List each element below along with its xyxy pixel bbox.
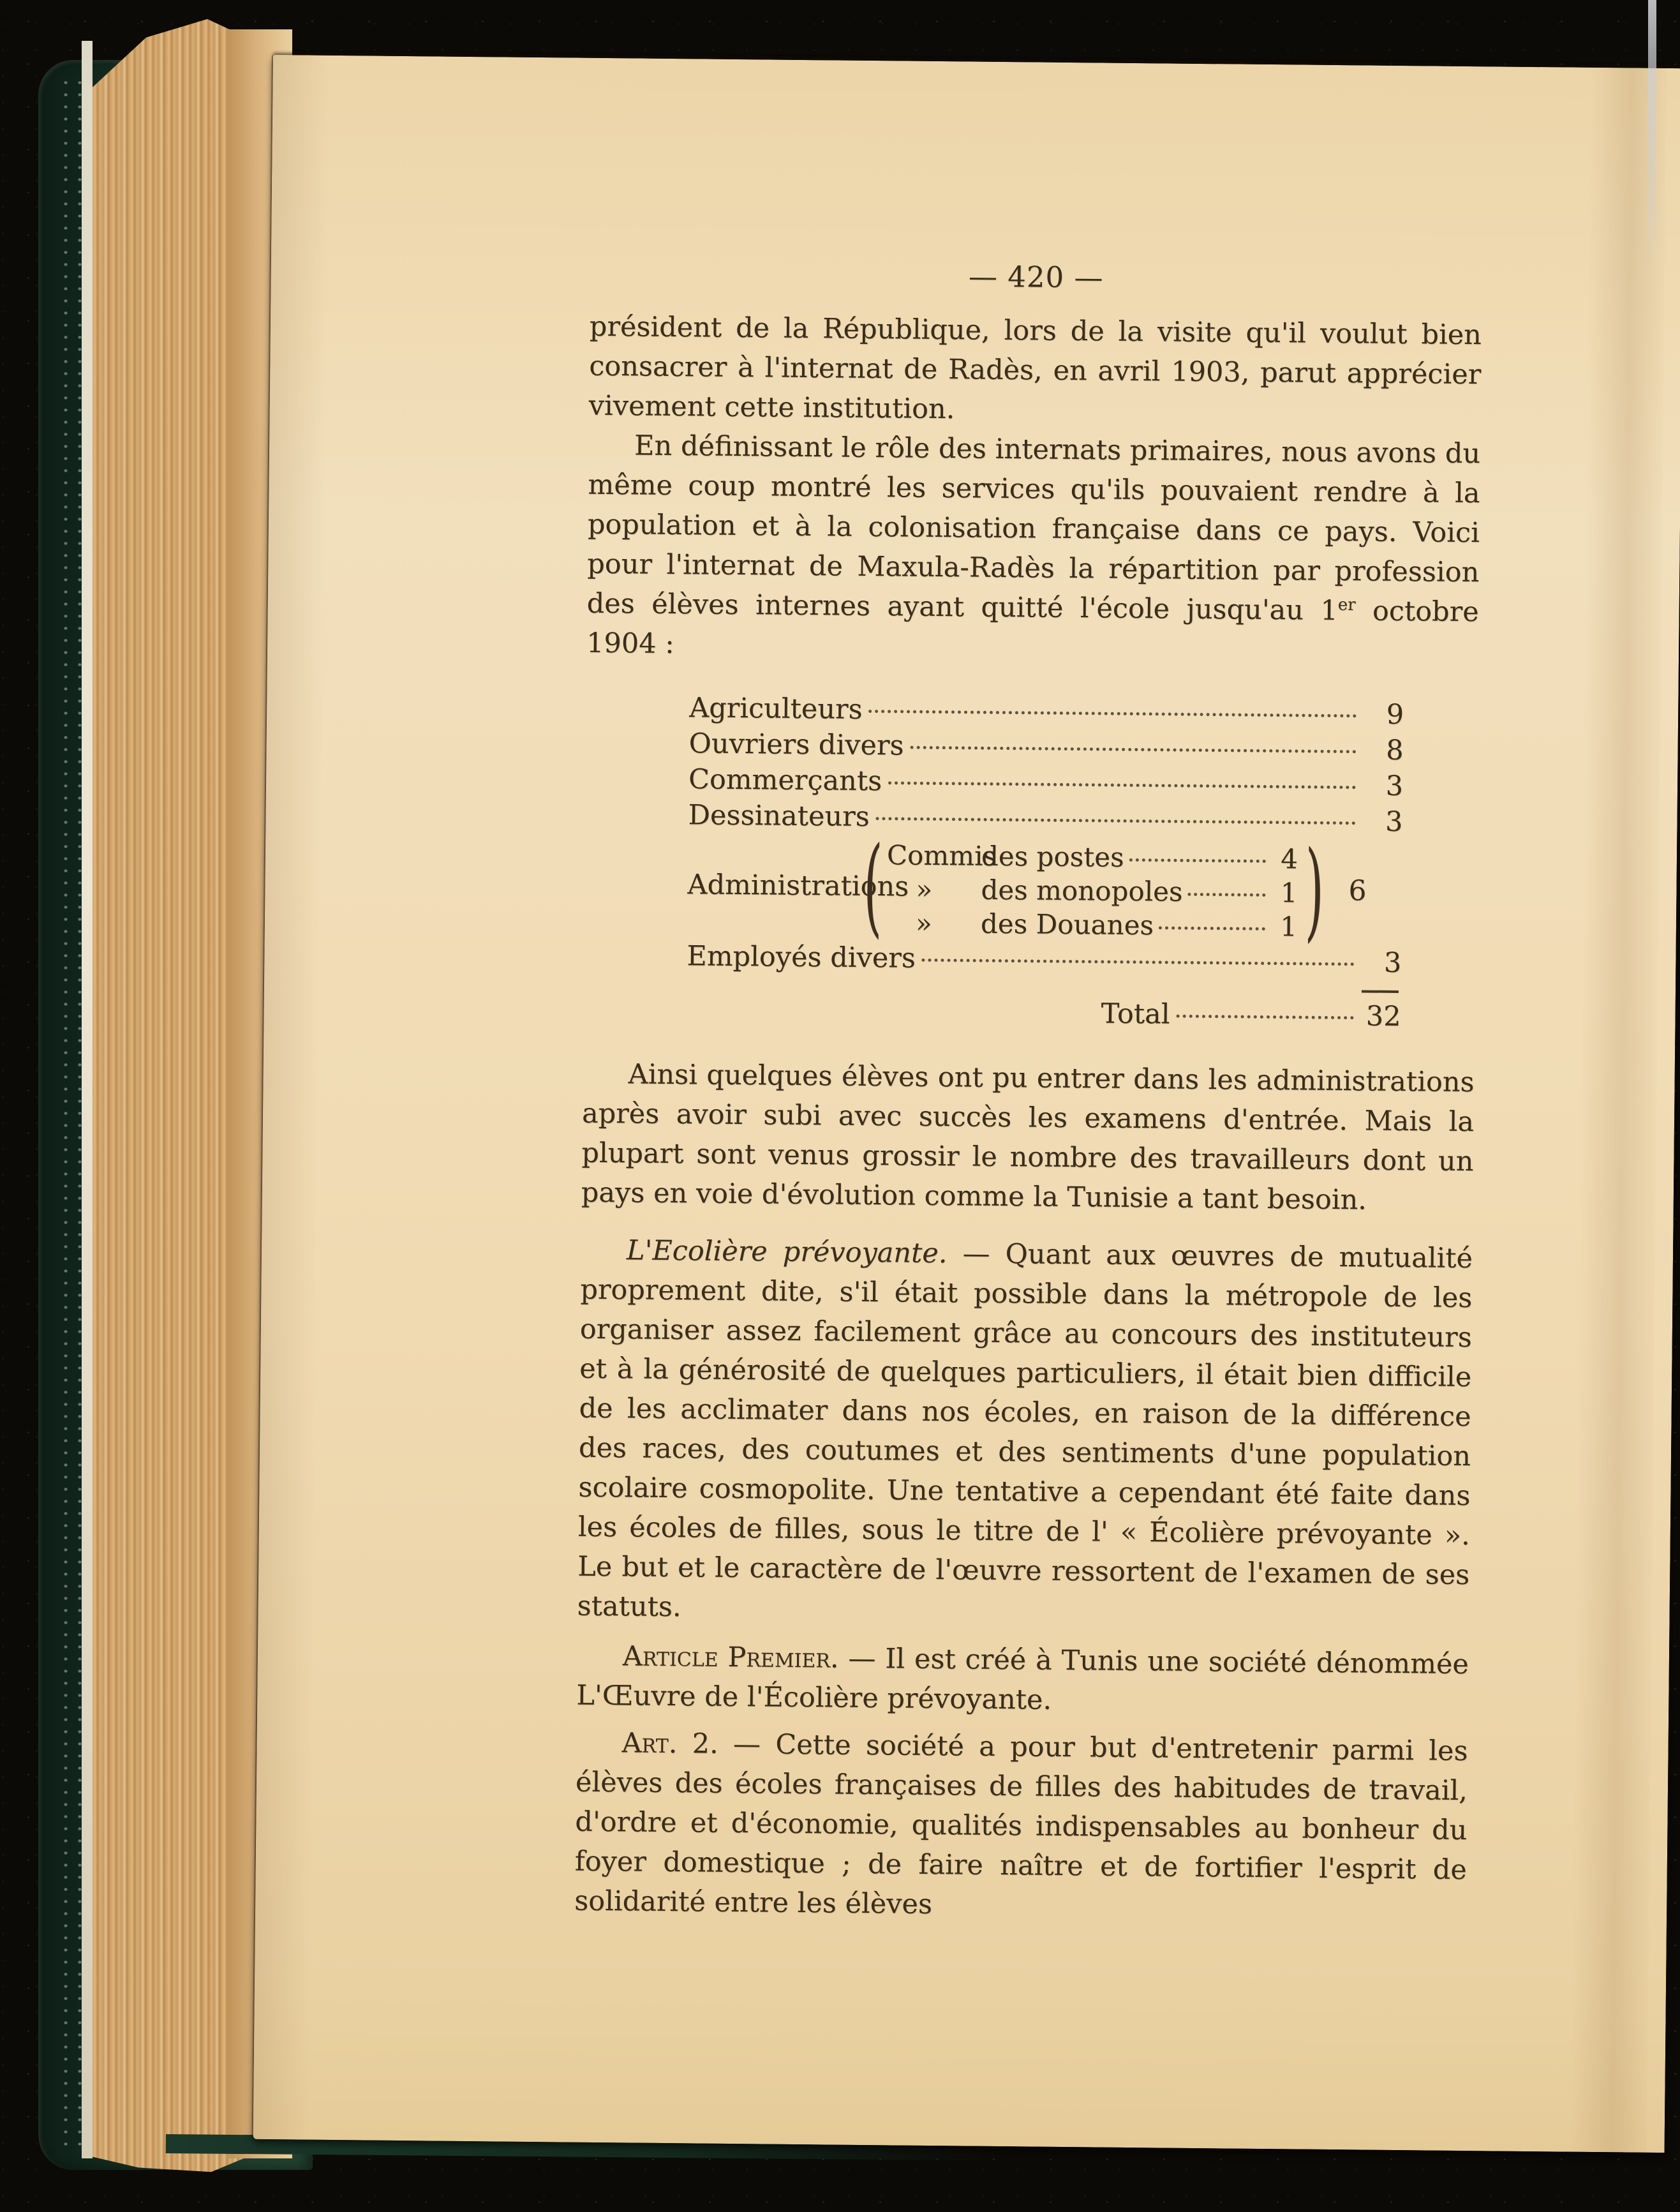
paragraph-5 xyxy=(576,1636,1469,1724)
paragraph-2 xyxy=(586,426,1481,671)
administrations-group xyxy=(687,824,1402,953)
text-column xyxy=(574,253,1482,1929)
row-value: 9 xyxy=(1386,698,1404,731)
row-name: des Douanes xyxy=(980,908,1154,941)
row-name: des postes xyxy=(981,840,1124,873)
total-row xyxy=(1101,994,1401,1033)
paragraph-4-text: — Quant aux œuvres de mutualité proprement dite, s'il était possible dans la métropole de les organiser assez facilement grâce au concours des instituteurs et à la générosité de quelques particuliers, il était bien difficile de les acclimater dans nos écoles, en raison de la différence des races, des coutumes et des sentiments d'une population scolaire cosmopolite. Une tentative a cependant été faite dans les écoles de filles, sous le titre de l' « Écolière prévoyante ». Le but et le caractère de l'œuvre ressortent de l'examen de ses statuts. xyxy=(577,1237,1473,1624)
row-value: 8 xyxy=(1386,734,1404,767)
row-label: Agriculteurs xyxy=(688,692,863,726)
group-row xyxy=(886,869,1297,907)
total-value: 32 xyxy=(1365,1000,1401,1033)
row-value: 1 xyxy=(1279,911,1298,943)
row-value: 3 xyxy=(1385,770,1404,803)
paragraph-4 xyxy=(577,1230,1473,1634)
table-row xyxy=(688,795,1402,838)
ordinal-superscript: er xyxy=(1337,595,1356,615)
paragraph-5-lead: Article Premier. xyxy=(622,1640,839,1675)
row-value: 4 xyxy=(1281,843,1298,875)
row-label: Dessinateurs xyxy=(688,799,870,833)
dot-leader xyxy=(922,959,1355,966)
dot-leader xyxy=(911,746,1357,754)
glass-edge xyxy=(1648,0,1656,274)
paragraph-4-lead: L'Ecolière prévoyante. xyxy=(626,1234,948,1270)
row-name: des monopoles xyxy=(981,874,1183,908)
row-prefix: Commis xyxy=(886,839,997,872)
page-number: — 420 — xyxy=(968,259,1104,295)
paragraph-6-lead: Art. 2. xyxy=(621,1727,718,1760)
dot-leader xyxy=(1176,1015,1353,1020)
paragraph-6 xyxy=(574,1723,1468,1929)
total-label: Total xyxy=(1101,998,1170,1031)
group-label: Administrations xyxy=(687,868,909,903)
paragraph-3: Ainsi quelques élèves ont pu entrer dans les administrations après avoir subi avec succès les examens d'entrée. Mais la plupart sont venus grossir le nombre des travailleurs dont un pays en voie d'évolution comme la Tunisie a tant besoin. xyxy=(581,1058,1475,1216)
book-page xyxy=(253,55,1680,2153)
dot-leader xyxy=(876,817,1356,825)
group-row xyxy=(886,903,1297,941)
dot-leader xyxy=(869,710,1357,717)
ditto-mark: » xyxy=(915,907,932,939)
dot-leader xyxy=(888,781,1356,789)
paragraph-6-text: — Cette société a pour but d'entretenir parmi les élèves des écoles françaises de filles des habitudes de travail, d'ordre et d'économie, qualités indispensables au bonheur du foyer domestique ; de faire naître et de fortifier l'esprit de solidarité entre les élèves xyxy=(574,1728,1468,1921)
group-subtotal: 6 xyxy=(1348,874,1367,908)
group-row xyxy=(887,835,1298,873)
row-label: Employés divers xyxy=(687,940,916,975)
dot-leader xyxy=(1159,926,1265,930)
group-items xyxy=(886,835,1298,941)
paragraph-2-tail: octobre 1904 : xyxy=(586,595,1479,661)
sum-rule xyxy=(1362,990,1399,993)
row-label: Ouvriers divers xyxy=(688,728,904,762)
row-label: Commerçants xyxy=(688,763,882,798)
paragraph-1: président de la République, lors de la visite qu'il voulut bien consacrer à l'internat de Radès, en avril 1903, parut apprécier vivement cette institution. xyxy=(588,310,1482,426)
open-brace: ( xyxy=(863,824,883,949)
endpaper-edge xyxy=(82,41,93,2158)
dot-leader xyxy=(1188,893,1266,897)
row-value: 1 xyxy=(1280,877,1298,909)
page-crease-shadow xyxy=(1570,68,1667,2153)
close-brace: ) xyxy=(1304,828,1325,953)
row-value: 3 xyxy=(1383,946,1402,980)
paragraph-5-text: — Il est créé à Tunis une société dénommée L'Œuvre de l'Écolière prévoyante. xyxy=(576,1642,1469,1716)
paragraph-2-text: En définissant le rôle des internats primaires, nous avons du même coup montré les services qu'ils pouvaient rendre à la population et à la colonisation française dans ce pays. Voici pour l'internat de Maxula-Radès la répartition par profession des élèves internes ayant quitté l'école jusqu'au 1 xyxy=(586,430,1481,627)
row-value: 3 xyxy=(1385,805,1403,839)
professions-table xyxy=(686,688,1404,1033)
ditto-mark: » xyxy=(916,873,933,905)
dot-leader xyxy=(1129,858,1266,863)
